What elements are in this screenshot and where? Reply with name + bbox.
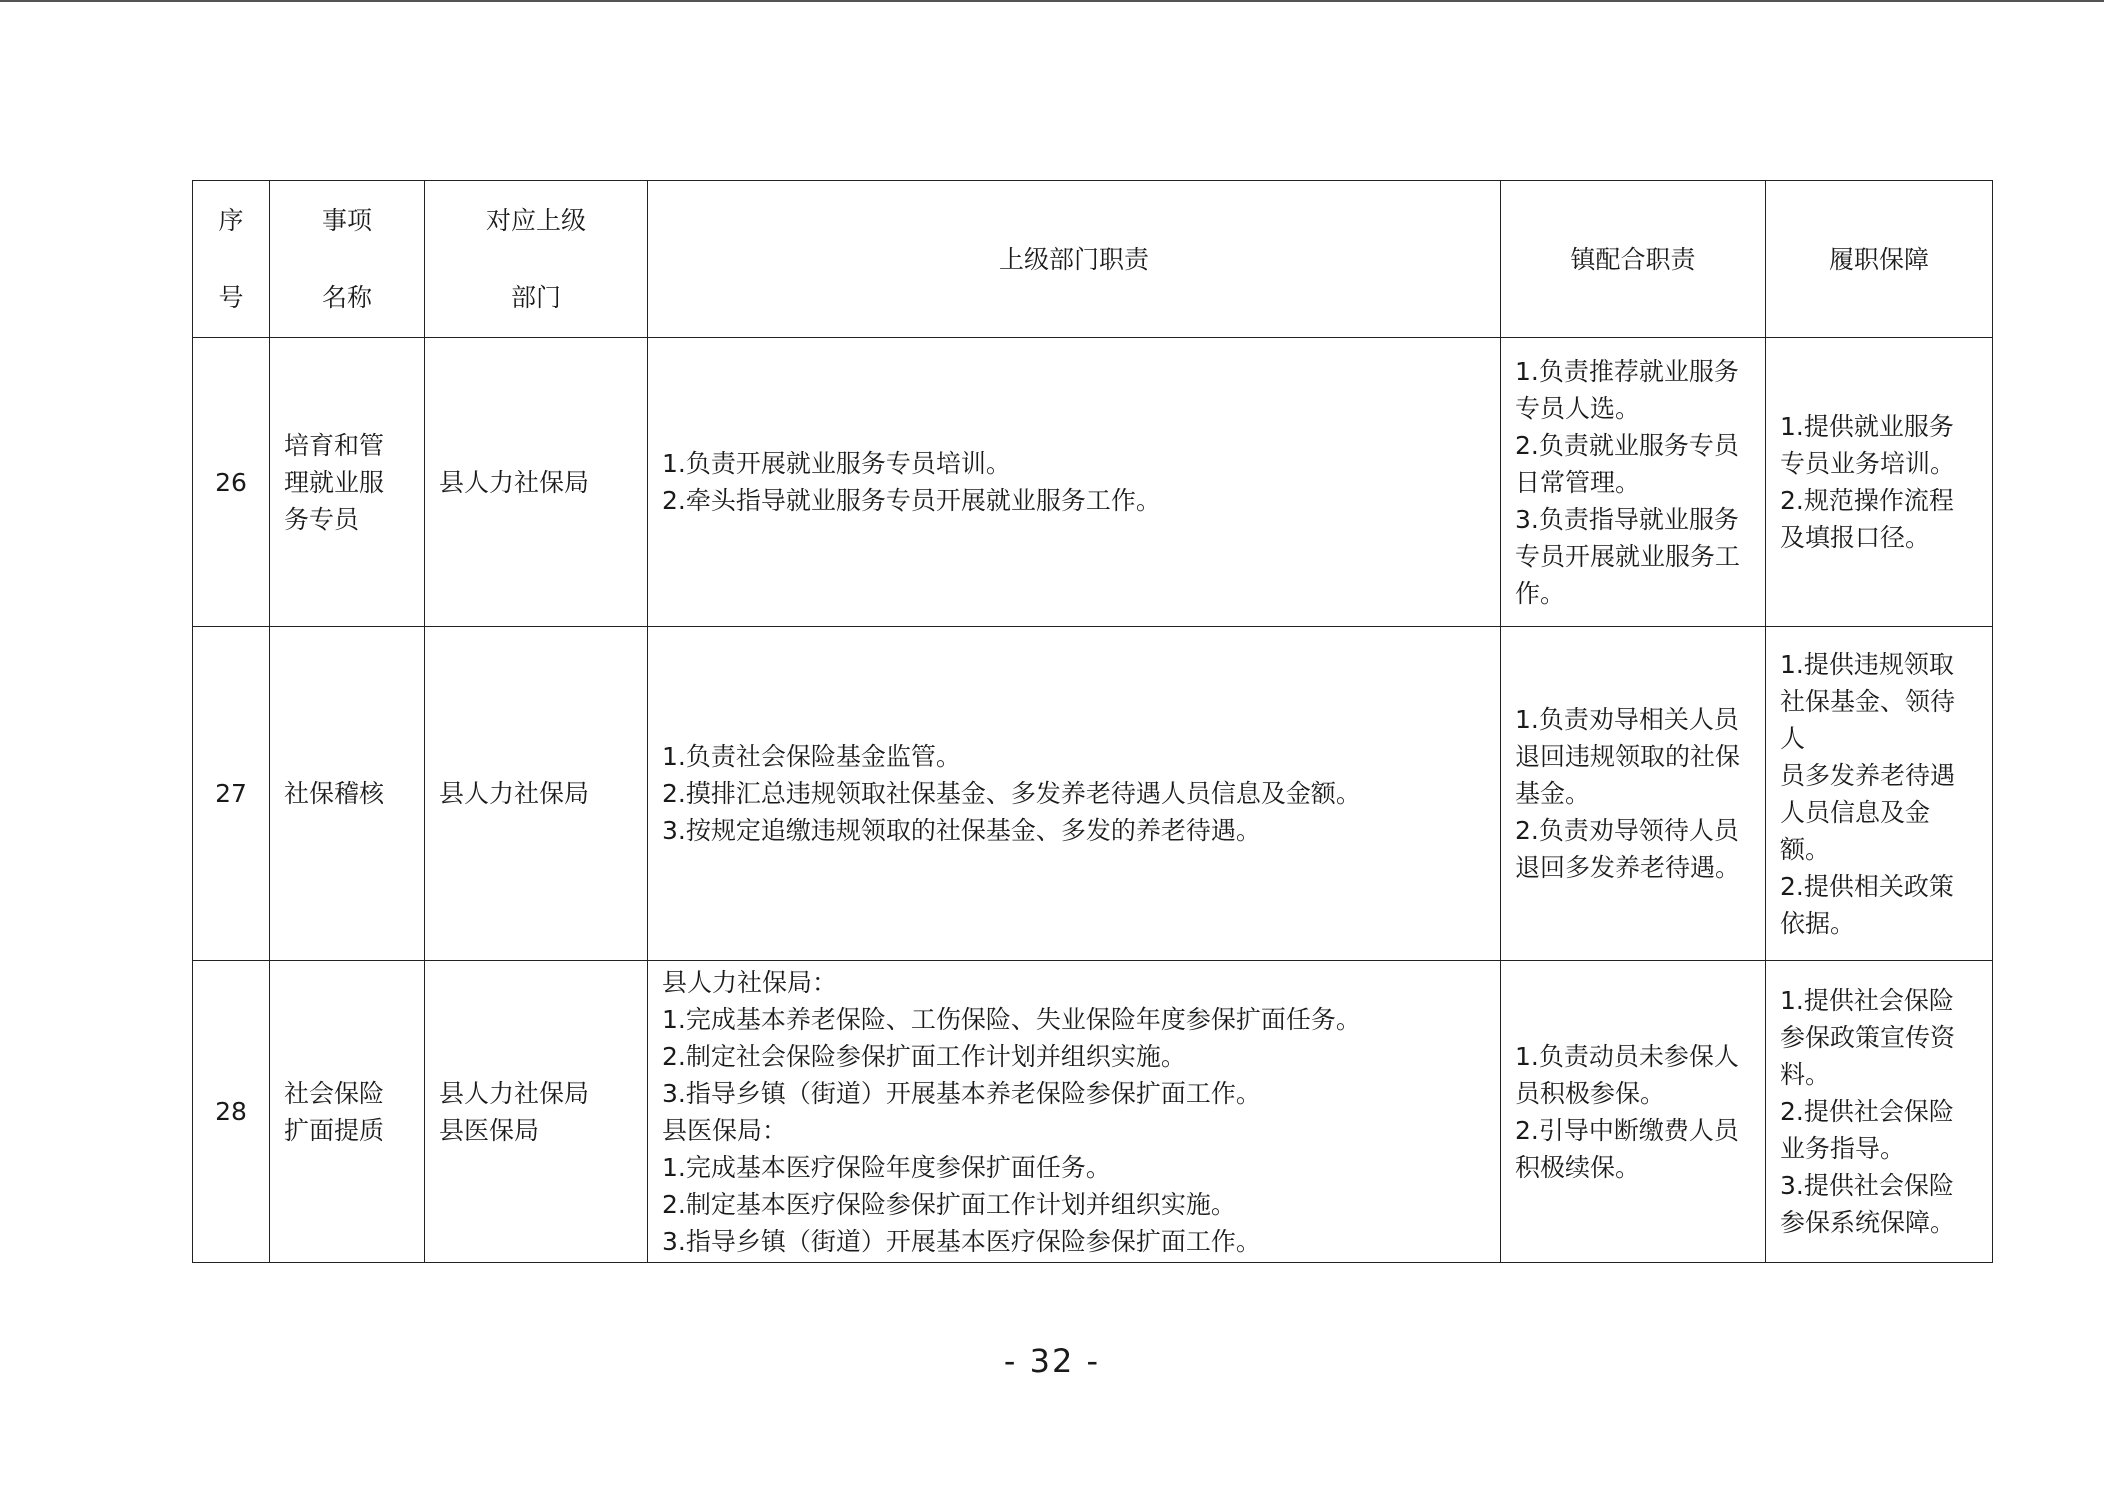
row-guarantee: 1.提供违规领取 社保基金、领待人 员多发养老待遇 人员信息及金额。 2.提供相关政策 依据。 xyxy=(1766,627,1993,961)
row-seq: 27 xyxy=(193,627,270,961)
header-guarantee: 履职保障 xyxy=(1766,181,1993,338)
header-item-name: 事项 名称 xyxy=(270,181,425,338)
table-header-row xyxy=(193,181,1993,338)
table-row xyxy=(193,627,1993,961)
row-seq: 28 xyxy=(193,961,270,1263)
top-border-line xyxy=(0,0,2104,2)
row-item-name: 社保稽核 xyxy=(270,627,425,961)
row-seq: 26 xyxy=(193,338,270,627)
row-town-duty: 1.负责动员未参保人 员积极参保。 2.引导中断缴费人员 积极续保。 xyxy=(1501,961,1766,1263)
row-item-name: 社会保险 扩面提质 xyxy=(270,961,425,1263)
row-guarantee: 1.提供社会保险 参保政策宣传资 料。 2.提供社会保险 业务指导。 3.提供社会保险 参保系统保障。 xyxy=(1766,961,1993,1263)
row-upper-duty: 1.负责社会保险基金监管。 2.摸排汇总违规领取社保基金、多发养老待遇人员信息及金额。 3.按规定追缴违规领取的社保基金、多发的养老待遇。 xyxy=(648,627,1501,961)
row-town-duty: 1.负责推荐就业服务 专员人选。 2.负责就业服务专员 日常管理。 3.负责指导就业服务 专员开展就业服务工 作。 xyxy=(1501,338,1766,627)
row-upper-dept: 县人力社保局 xyxy=(425,338,648,627)
duty-table xyxy=(192,180,1993,1263)
header-town-duty: 镇配合职责 xyxy=(1501,181,1766,338)
row-upper-duty: 县人力社保局： 1.完成基本养老保险、工伤保险、失业保险年度参保扩面任务。 2.制定社会保险参保扩面工作计划并组织实施。 3.指导乡镇（街道）开展基本养老保险参保扩面工作。 县医保局： 1.完成基本医疗保险年度参保扩面任务。 2.制定基本医疗保险参保扩面工作计划并组织实施。 3.指导乡镇（街道）开展基本医疗保险参保扩面工作。 xyxy=(648,961,1501,1263)
row-upper-dept: 县人力社保局 xyxy=(425,627,648,961)
row-guarantee: 1.提供就业服务 专员业务培训。 2.规范操作流程 及填报口径。 xyxy=(1766,338,1993,627)
row-upper-dept: 县人力社保局 县医保局 xyxy=(425,961,648,1263)
row-upper-duty: 1.负责开展就业服务专员培训。 2.牵头指导就业服务专员开展就业服务工作。 xyxy=(648,338,1501,627)
header-seq: 序 号 xyxy=(193,181,270,338)
page-number: - 32 - xyxy=(1003,1342,1101,1380)
row-town-duty: 1.负责劝导相关人员 退回违规领取的社保 基金。 2.负责劝导领待人员 退回多发养老待遇。 xyxy=(1501,627,1766,961)
table-row xyxy=(193,338,1993,627)
row-item-name: 培育和管 理就业服 务专员 xyxy=(270,338,425,627)
header-upper-duty: 上级部门职责 xyxy=(648,181,1501,338)
header-upper-dept: 对应上级 部门 xyxy=(425,181,648,338)
table-row xyxy=(193,961,1993,1263)
